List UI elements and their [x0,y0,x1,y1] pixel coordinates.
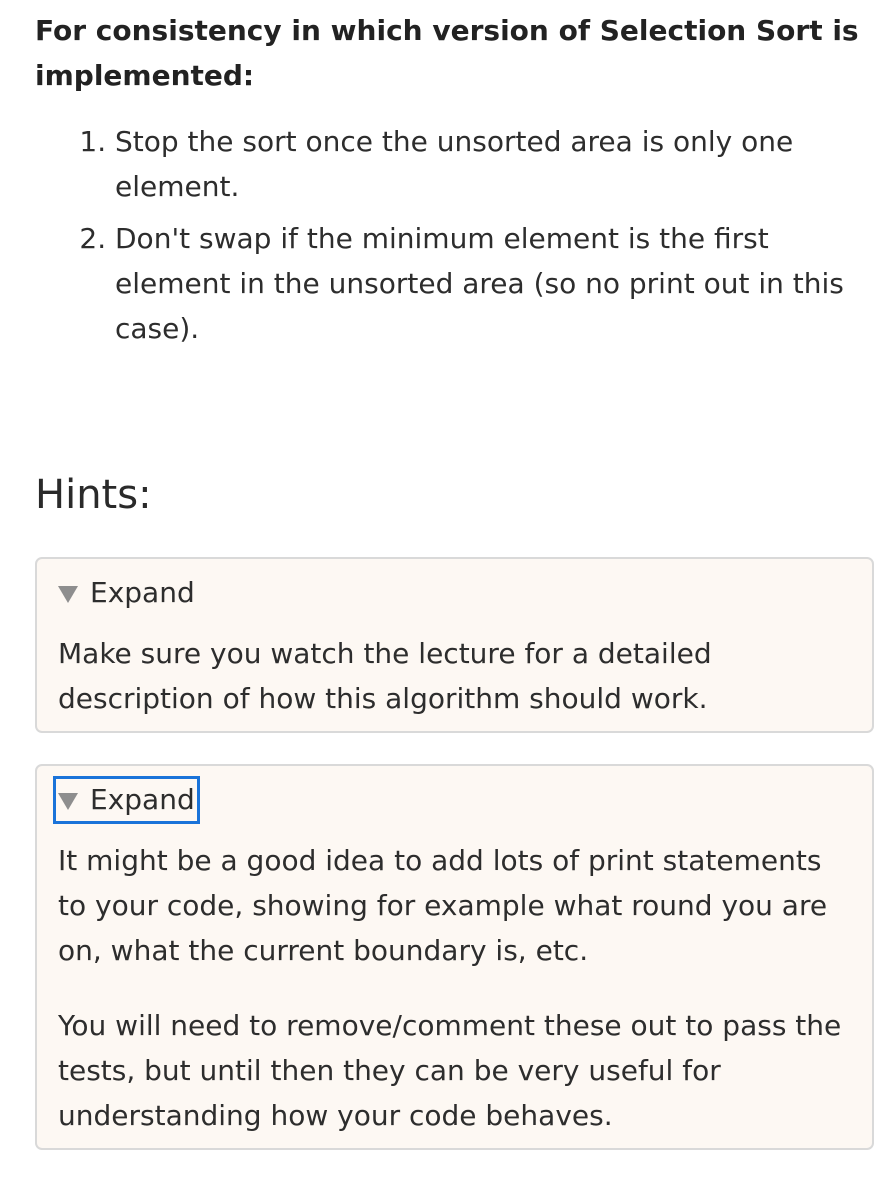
hint-box-2 [35,764,874,1150]
hints-heading: Hints: [35,472,152,518]
disclosure-triangle-icon [58,793,78,810]
expand-label: Expand [90,576,195,609]
hint-box-1 [35,557,874,733]
hint-paragraph: Make sure you watch the lecture for a detailed description of how this algorithm should work. [58,637,712,715]
rules-list [35,119,875,351]
expand-label: Expand [90,783,195,816]
expand-toggle-1[interactable] [53,569,200,617]
hint-paragraph: You will need to remove/comment these out to pass the tests, but until then they can be very useful for understanding how your code behaves. [58,1009,842,1132]
content-area [35,0,875,1150]
rule-item: 1. Stop the sort once the unsorted area is only one element. [115,119,875,209]
expand-toggle-2[interactable] [53,776,200,824]
hint-paragraph: It might be a good idea to add lots of print statements to your code, showing for example what round you are on, what the current boundary is, etc. [58,844,828,967]
rule-item: 2. Don't swap if the minimum element is the first element in the unsorted area (so no print out in this case). [115,216,875,351]
disclosure-triangle-icon [58,586,78,603]
intro-text: For consistency in which version of Selection Sort is implemented: [35,14,859,92]
